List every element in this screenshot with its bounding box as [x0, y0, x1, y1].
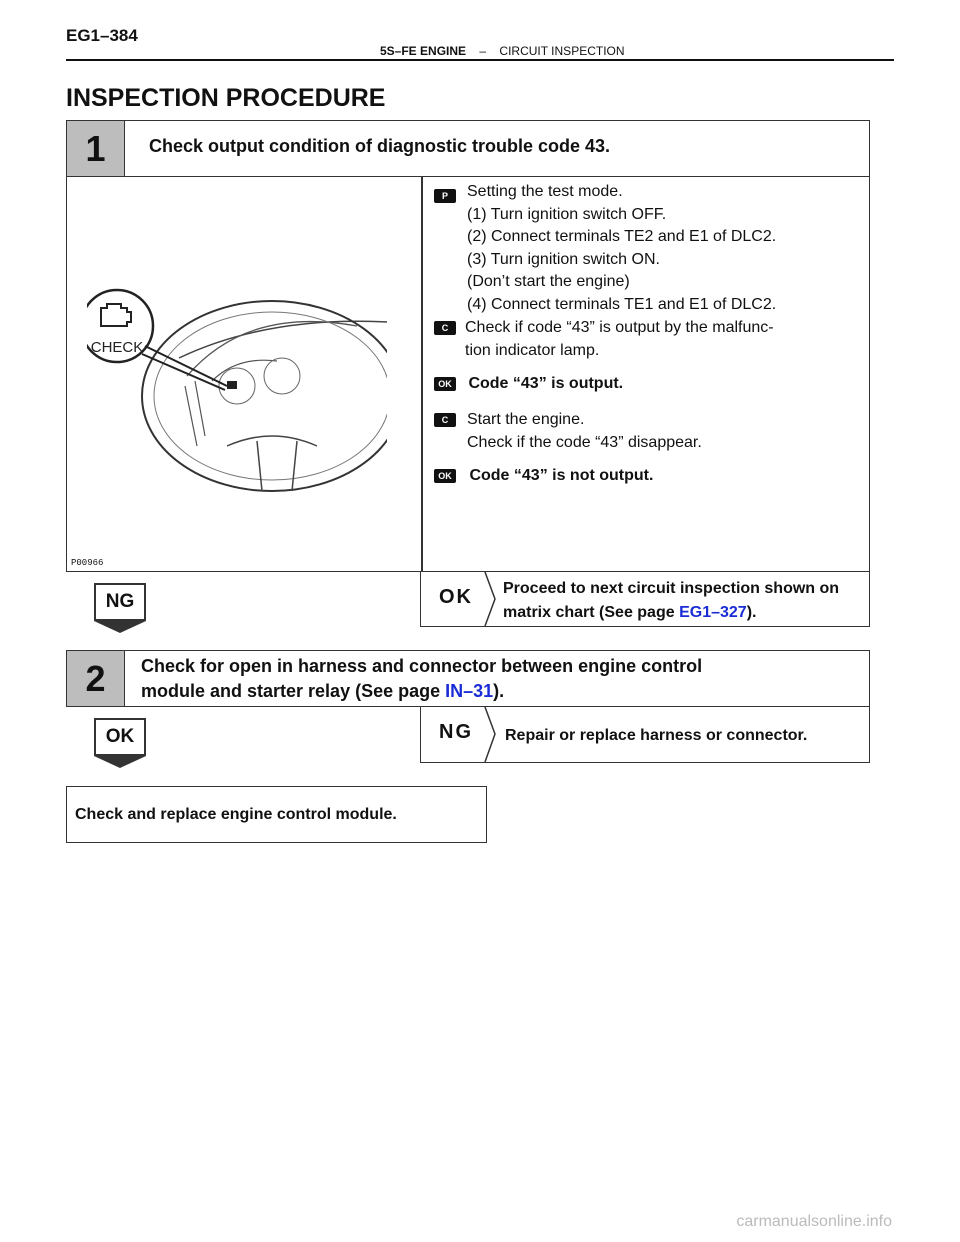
- ok1-text: Code “43” is output.: [468, 375, 624, 392]
- result-line2-prefix: matrix chart (See page: [503, 604, 680, 621]
- step1-body: [66, 176, 870, 572]
- result-line2-suffix: ).: [746, 604, 757, 621]
- final-action-text: Check and replace engine control module.: [75, 806, 397, 823]
- step1-number: 1: [67, 121, 125, 176]
- p-line: (1) Turn ignition switch OFF.: [467, 205, 667, 223]
- dashboard-illustration: [87, 286, 387, 566]
- step2-number: 2: [67, 651, 125, 706]
- step2-heading: [125, 651, 702, 706]
- ok2-text: Code “43” is not output.: [469, 467, 654, 484]
- page-section: [380, 44, 625, 58]
- ok-arrow-icon: [483, 572, 497, 626]
- step1-ng-tag: [94, 583, 146, 633]
- step2-header: [66, 650, 870, 707]
- p-line: Setting the test mode.: [467, 183, 623, 200]
- p-line: (Don’t start the engine): [467, 273, 630, 291]
- p-line: (4) Connect terminals TE1 and E1 of DLC2.: [467, 295, 777, 313]
- step2-heading-suffix: ).: [493, 681, 505, 701]
- check-code-block: [434, 317, 774, 362]
- section-name: 5S–FE ENGINE: [380, 44, 467, 58]
- ok2-block: [434, 465, 653, 488]
- step2-ng-result: [420, 706, 870, 763]
- final-action-box: [66, 786, 487, 843]
- page-code: EG1–384: [66, 26, 138, 45]
- test-mode-block: [434, 181, 776, 317]
- step2-ok-tag: [94, 718, 146, 768]
- ng-label: NG: [94, 583, 146, 621]
- ng-result-text: Repair or replace harness or connector.: [505, 727, 808, 744]
- check-lamp-label: CHECK: [90, 339, 144, 356]
- step2-heading-line2: [141, 679, 702, 704]
- step1-ok-result: [420, 571, 870, 627]
- step2-heading-line2-prefix: module and starter relay (See page: [141, 681, 446, 701]
- c2-line: Check if the code “43” disappear.: [467, 433, 702, 451]
- ok-label: OK: [439, 586, 473, 608]
- result-line2: [503, 601, 839, 625]
- ok-result-text: [503, 577, 839, 625]
- badge-c: C: [434, 321, 456, 335]
- badge-ok: OK: [434, 377, 456, 391]
- step1-heading: Check output condition of diagnostic trouble code 43.: [149, 136, 611, 156]
- ng-label: NG: [439, 721, 473, 743]
- page-link-eg1-327[interactable]: EG1–327: [679, 604, 747, 621]
- p-line: (3) Turn ignition switch ON.: [467, 250, 660, 268]
- start-engine-block: [434, 409, 702, 454]
- figure-id: P00966: [71, 558, 104, 568]
- step2-heading-line1: Check for open in harness and connector between engine control: [141, 656, 703, 676]
- ok-label: OK: [94, 718, 146, 756]
- ng-arrow-icon: [483, 707, 497, 762]
- page-link-in-31[interactable]: IN–31: [445, 681, 494, 701]
- ok1-block: [434, 373, 623, 396]
- c2-line: Start the engine.: [467, 411, 585, 428]
- c1-line: tion indicator lamp.: [465, 341, 600, 359]
- badge-c: C: [434, 413, 456, 427]
- section-separator: –: [479, 44, 487, 58]
- header-rule: [66, 59, 894, 61]
- result-line1: Proceed to next circuit inspection shown on: [503, 580, 840, 597]
- subsection-name: CIRCUIT INSPECTION: [499, 44, 625, 58]
- badge-ok: OK: [434, 469, 456, 483]
- badge-p: P: [434, 189, 456, 203]
- step1-header: [66, 120, 870, 177]
- step1-divider: [421, 176, 423, 571]
- p-line: (2) Connect terminals TE2 and E1 of DLC2.: [467, 228, 777, 246]
- c1-line: Check if code “43” is output by the malfunc-: [465, 319, 774, 336]
- page-title: INSPECTION PROCEDURE: [66, 84, 386, 112]
- watermark: carmanualsonline.info: [736, 1213, 892, 1230]
